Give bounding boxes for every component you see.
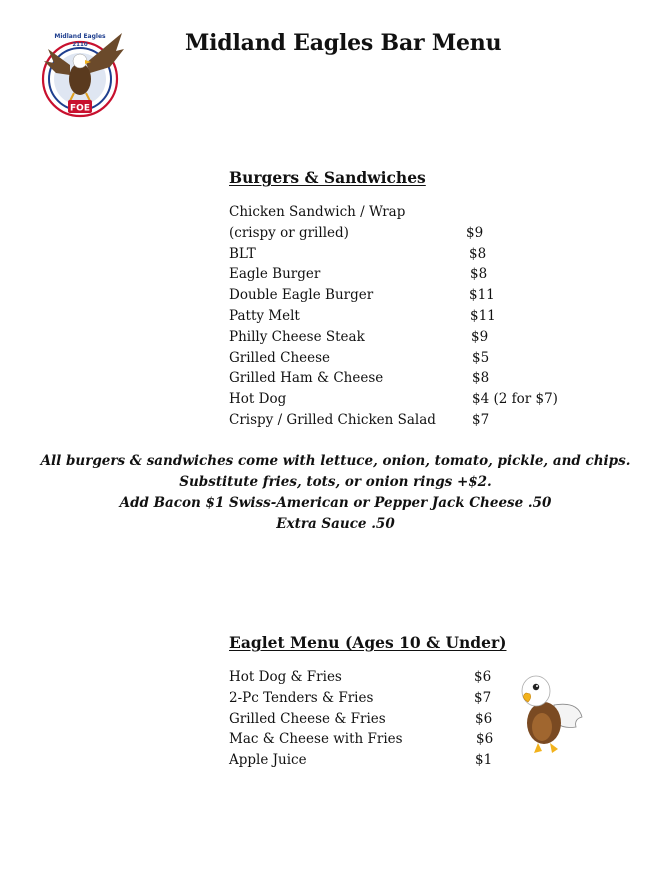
item-price: $11	[470, 307, 496, 324]
item-price: $1	[475, 752, 493, 769]
item-price: $8	[470, 266, 488, 283]
item-name: Mac & Cheese with Fries	[229, 731, 403, 748]
item-name: Grilled Cheese	[229, 349, 331, 366]
logo-org-name: Midland Eagles	[54, 33, 106, 40]
item-name: Eagle Burger	[229, 266, 321, 283]
item-name: Philly Cheese Steak	[229, 328, 365, 345]
item-price: $9	[471, 328, 489, 345]
note-line: Add Bacon $1 Swiss-American or Pepper Jack Cheese .50	[119, 495, 552, 511]
item-name: Patty Melt	[229, 307, 300, 324]
item-price: $6	[475, 710, 493, 727]
item-name: Apple Juice	[229, 752, 307, 769]
item-price: $7	[474, 689, 492, 706]
item-name: BLT	[229, 245, 256, 262]
cartoon-eagle-image	[514, 667, 586, 759]
item-name: Hot Dog & Fries	[229, 669, 342, 685]
page-title: Midland Eagles Bar Menu	[185, 30, 502, 56]
menu-notes	[0, 451, 671, 535]
item-name: Grilled Cheese & Fries	[229, 710, 386, 727]
item-price: $4 (2 for $7)	[472, 391, 558, 408]
note-line: All burgers & sandwiches come with lettuce, onion, tomato, pickle, and chips.	[40, 453, 631, 469]
logo-monogram: FOE	[70, 103, 90, 114]
item-name: Double Eagle Burger	[229, 287, 374, 304]
item-name: 2-Pc Tenders & Fries	[229, 689, 374, 706]
logo-aerie-number: 2110	[72, 42, 88, 48]
item-price: $5	[472, 349, 490, 366]
item-price: $7	[472, 411, 490, 428]
item-price: $6	[476, 731, 494, 748]
item-price: $11	[469, 287, 495, 304]
item-price: $8	[472, 370, 490, 387]
item-name: Chicken Sandwich / Wrap	[229, 204, 406, 220]
note-line: Substitute fries, tots, or onion rings +$2.	[179, 474, 492, 490]
item-price: $9	[466, 224, 484, 241]
item-price: $8	[469, 245, 487, 262]
item-name: Crispy / Grilled Chicken Salad	[229, 411, 436, 428]
eaglet-section-title: Eaglet Menu (Ages 10 & Under)	[229, 633, 507, 652]
item-price: $6	[474, 669, 492, 685]
note-line: Extra Sauce .50	[276, 516, 395, 532]
burgers-section-title: Burgers & Sandwiches	[229, 168, 426, 187]
item-name: Hot Dog	[229, 391, 287, 408]
eagles-logo	[40, 27, 126, 119]
item-name: (crispy or grilled)	[229, 224, 349, 241]
item-name: Grilled Ham & Cheese	[229, 370, 384, 387]
